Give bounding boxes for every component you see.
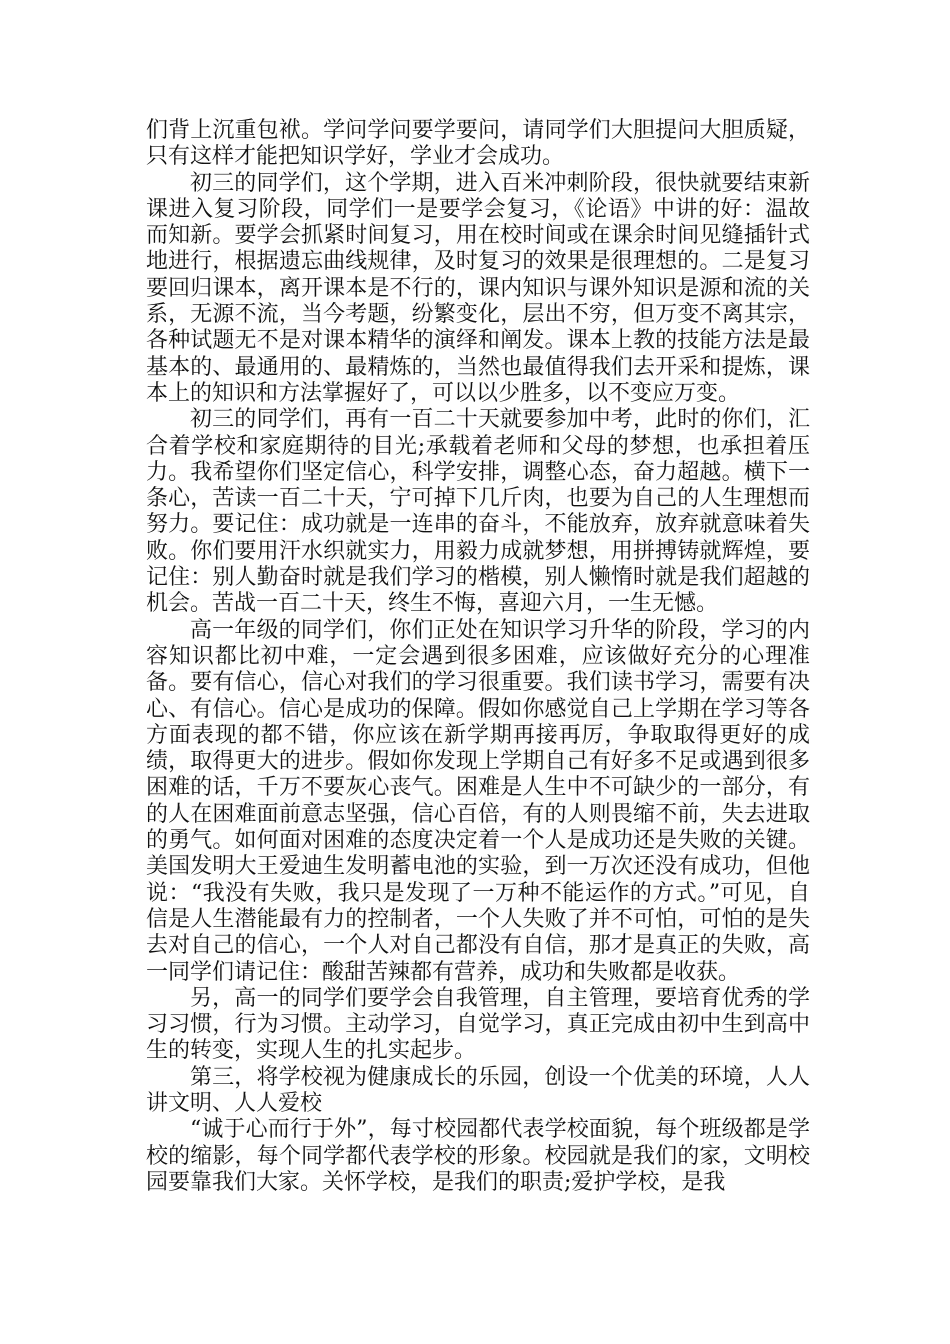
paragraph-1: 们背上沉重包袱。学问学问要学要问，请同学们大胆提问大胆质疑，只有这样才能把知识学好，学业才会成功。 xyxy=(146,118,810,170)
paragraph-7: “诚于心而行于外”，每寸校园都代表学校面貌，每个班级都是学校的缩影，每个同学都代表学校的形象。校园就是我们的家，文明校园要靠我们大家。关怀学校，是我们的职责;爱护学校，是我 xyxy=(146,1117,810,1195)
paragraph-5: 另，高一的同学们要学会自我管理，自主管理，要培育优秀的学习习惯，行为习惯。主动学习，自觉学习，真正完成由初中生到高中生的转变，实现人生的扎实起步。 xyxy=(146,985,810,1064)
paragraph-6: 第三，将学校视为健康成长的乐园，创设一个优美的环境，人人讲文明、人人爱校 xyxy=(146,1064,810,1116)
paragraph-3: 初三的同学们，再有一百二十天就要参加中考，此时的你们，汇合着学校和家庭期待的目光;承载着老师和父母的梦想，也承担着压力。我希望你们坚定信心，科学安排，调整心态，奋力超越。横下一条心，苦读一百二十天，宁可掉下几斤肉，也要为自己的人生理想而努力。要记住：成功就是一连串的奋斗，不能放弃，放弃就意味着失败。你们要用汗水织就实力，用毅力成就梦想，用拼搏铸就辉煌，要记住：别人勤奋时就是我们学习的楷模，别人懒惰时就是我们超越的机会。苦战一百二十天，终生不悔，喜迎六月，一生无憾。 xyxy=(146,407,810,617)
document-body xyxy=(146,118,810,1196)
paragraph-4: 高一年级的同学们，你们正处在知识学习升华的阶段，学习的内容知识都比初中难，一定会遇到很多困难，应该做好充分的心理准备。要有信心，信心对我们的学习很重要。我们读书学习，需要有决心、有信心。信心是成功的保障。假如你感觉自己上学期在学习等各方面表现的都不错，你应该在新学期再接再厉，争取取得更好的成绩，取得更大的进步。假如你发现上学期自己有好多不足或遇到很多困难的话，千万不要灰心丧气。困难是人生中不可缺少的一部分，有的人在困难面前意志坚强，信心百倍，有的人则畏缩不前，失去进取的勇气。如何面对困难的态度决定着一个人是成功还是失败的关键。美国发明大王爱迪生发明蓄电池的实验，到一万次还没有成功，但他说：“我没有失败，我只是发现了一万种不能运作的方式。”可见，自信是人生潜能最有力的控制者，一个人失败了并不可怕，可怕的是失去对自己的信心，一个人对自己都没有自信，那才是真正的失败，高一同学们请记住：酸甜苦辣都有营养，成功和失败都是收获。 xyxy=(146,617,810,985)
paragraph-2: 初三的同学们，这个学期，进入百米冲刺阶段，很快就要结束新课进入复习阶段，同学们一是要学会复习，《论语》中讲的好：温故而知新。要学会抓紧时间复习，用在校时间或在课余时间见缝插针式地进行，根据遗忘曲线规律，及时复习的效果是很理想的。二是复习要回归课本，离开课本是不行的，课内知识与课外知识是源和流的关系，无源不流，当今考题，纷繁变化，层出不穷，但万变不离其宗，各种试题无不是对课本精华的演绎和阐发。课本上教的技能方法是最基本的、最通用的、最精炼的，当然也最值得我们去开采和提炼，课本上的知识和方法掌握好了，可以以少胜多，以不变应万变。 xyxy=(146,170,810,406)
